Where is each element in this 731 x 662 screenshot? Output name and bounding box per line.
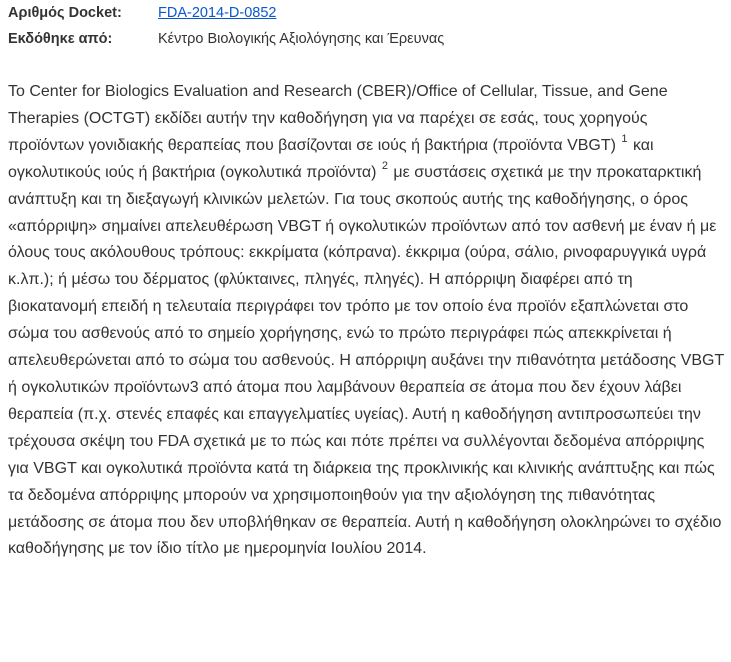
docket-value-cell bbox=[158, 0, 444, 26]
summary-text-part-2: και ογκολυτικούς ιούς ή βακτήρια (ογκολυτικά προϊόντα) bbox=[8, 136, 654, 181]
summary-text-part-3: με συστάσεις σχετικά με την προκαταρκτική ανάπτυξη και τη διεξαγωγή κλινικών μελετών. Για τους σκοπούς αυτής της καθοδήγησης, ο όρος «απόρριψη» σημαίνει απελευθέρωση VBGT ή ογκολυτικών προϊόντων από τον ασθενή με έναν ή με όλους τους ακόλουθους τρόπους: εκκρίματα (κόπρανα). έκκριμα (ούρα, σάλιο, ρινοφαρυγγικά υγρά κ.λπ.); ή μέσω του δέρματος (φλύκταινες, πληγές, πληγές). Η απόρριψη διαφέρει από τη βιοκατανομή επειδή η τελευταία περιγράφει τον τρόπο με τον οποίο ένα προϊόν εξαπλώνεται στο σώμα του ασθενούς από το σημείο χορήγησης, ενώ το πρώτο περιγράφει πώς απεκκρίνεται ή απελευθερώνεται από το σώμα του ασθενούς. Η απόρριψη αυξάνει την πιθανότητα μετάδοσης VBGT ή ογκολυτικών προϊόντων3 από άτομα που λαμβάνουν θεραπεία σε άτομα που δεν έχουν λάβει θεραπεία (π.χ. στενές επαφές και επαγγελματίες υγείας). Αυτή η καθοδήγηση αντιπροσωπεύει την τρέχουσα σκέψη του FDA σχετικά με το πώς και πότε πρέπει να συλλέγονται δεδομένα απόρριψης για VBGT και ογκολυτικά προϊόντα κατά τη διάρκεια της προκλινικής και κλινικής ανάπτυξης και πώς τα δεδομένα απόρριψης μπορούν να χρησιμοποιηθούν για την αξιολόγηση της πιθανότητας μετάδοσης σε άτομα που δεν υποβλήθηκαν σε θεραπεία. Αυτή η καθοδήγηση ολοκληρώνει το σχέδιο καθοδήγησης με τον ίδιο τίτλο με ημερομηνία Ιουλίου 2014. bbox=[8, 163, 724, 558]
issued-by-label: Εκδόθηκε από: bbox=[8, 31, 113, 47]
footnote-ref-1[interactable]: 1 bbox=[621, 133, 628, 146]
docket-row bbox=[8, 0, 444, 26]
issued-by-value: Κέντρο Βιολογικής Αξιολόγησης και Έρευνας bbox=[158, 31, 445, 47]
document-metadata bbox=[8, 0, 444, 52]
issued-by-row bbox=[8, 26, 444, 52]
guidance-summary-paragraph bbox=[8, 79, 724, 563]
docket-label: Αριθμός Docket: bbox=[8, 5, 122, 21]
summary-text-part-1: To Center for Biologics Evaluation and Research (CBER)/Office of Cellular, Tissue, and Gene Therapies (OCTGT) εκδίδει αυτήν την καθοδήγηση για να παρέχει σε εσάς, τους χορηγούς προϊόντων γονιδιακής θεραπείας που βασίζονται σε ιούς ή βακτήρια (προϊόντα VBGT) bbox=[8, 83, 668, 154]
docket-number-link[interactable]: FDA-2014-D-0852 bbox=[158, 5, 277, 21]
footnote-ref-2[interactable]: 2 bbox=[381, 160, 388, 173]
